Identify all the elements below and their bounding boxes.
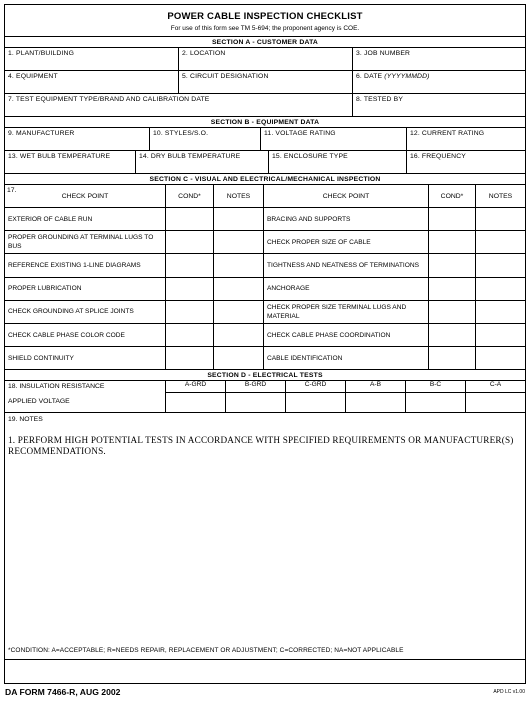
equipment-label: 4. EQUIPMENT — [8, 73, 58, 80]
notes-cell[interactable] — [476, 208, 525, 230]
dry-bulb-field[interactable] — [136, 151, 269, 173]
checkpoint-left: EXTERIOR OF CABLE RUN — [5, 208, 166, 230]
section-b-heading: SECTION B - EQUIPMENT DATA — [5, 117, 525, 128]
voltage-rating-label: 11. VOLTAGE RATING — [264, 130, 336, 137]
enclosure-type-label: 15. ENCLOSURE TYPE — [272, 153, 348, 160]
checkpoint-left: CHECK CABLE PHASE COLOR CODE — [5, 324, 166, 346]
c-a-input[interactable] — [465, 392, 525, 412]
frequency-field[interactable] — [407, 151, 525, 173]
frequency-label: 16. FREQUENCY — [410, 153, 466, 160]
form-identifier: DA FORM 7466-R, AUG 2002 — [5, 687, 121, 697]
form-subtitle: For use of this form see TM 5-694; the proponent agency is COE. — [170, 25, 360, 32]
cond-cell[interactable] — [429, 208, 476, 230]
checkpoint-left: REFERENCE EXISTING 1-LINE DIAGRAMS — [5, 254, 166, 276]
section-a-heading: SECTION A - CUSTOMER DATA — [5, 37, 525, 48]
notes-cell[interactable] — [214, 231, 264, 253]
a-b-input[interactable] — [345, 392, 405, 412]
checkpoint-left: PROPER GROUNDING AT TERMINAL LUGS TO BUS — [5, 231, 166, 253]
b-c-input[interactable] — [405, 392, 465, 412]
wet-bulb-label: 13. WET BULB TEMPERATURE — [8, 153, 111, 160]
test-equipment-label: 7. TEST EQUIPMENT TYPE/BRAND AND CALIBRATION DATE — [8, 96, 210, 103]
cond-col-label-right: COND* — [429, 185, 476, 207]
a-grd-input[interactable] — [165, 392, 225, 412]
notes-label: 19. NOTES — [8, 416, 43, 424]
current-rating-label: 12. CURRENT RATING — [410, 130, 485, 137]
notes-cell[interactable] — [476, 347, 525, 369]
electrical-header-row — [5, 381, 525, 392]
col-a-b: A-B — [345, 381, 405, 392]
form-version: APD LC v1.00 — [493, 689, 525, 695]
notes-cell[interactable] — [214, 324, 264, 346]
b-grd-input[interactable] — [225, 392, 285, 412]
checkpoint-right: CHECK PROPER SIZE TERMINAL LUGS AND MATERIAL — [264, 301, 429, 323]
cond-col-label-left: COND* — [166, 185, 214, 207]
voltage-rating-field[interactable] — [261, 128, 407, 150]
col-b-c: B-C — [405, 381, 465, 392]
cond-cell[interactable] — [166, 324, 214, 346]
checkpoint-row — [5, 347, 525, 370]
circuit-designation-field[interactable] — [179, 71, 353, 93]
col-c-a: C-A — [465, 381, 525, 392]
form-header — [5, 5, 525, 37]
notes-cell[interactable] — [214, 254, 264, 276]
cond-cell[interactable] — [429, 324, 476, 346]
item-17-number: 17. — [7, 187, 17, 194]
job-number-label: 3. JOB NUMBER — [356, 50, 411, 57]
section-b-row-2 — [5, 151, 525, 174]
wet-bulb-field[interactable] — [5, 151, 136, 173]
checkpoint-row — [5, 208, 525, 231]
checkpoint-col-label-left: CHECK POINT — [61, 192, 109, 200]
date-format: (YYYYMMDD) — [384, 73, 430, 80]
checkpoint-right: ANCHORAGE — [264, 278, 429, 300]
checkpoint-right: CHECK PROPER SIZE OF CABLE — [264, 231, 429, 253]
checkpoint-left: CHECK GROUNDING AT SPLICE JOINTS — [5, 301, 166, 323]
checkpoint-header-row — [5, 185, 525, 208]
section-a-row-1 — [5, 48, 525, 71]
checkpoint-row — [5, 231, 525, 254]
notes-cell[interactable] — [214, 278, 264, 300]
notes-cell[interactable] — [476, 231, 525, 253]
checkpoint-left: PROPER LUBRICATION — [5, 278, 166, 300]
cond-cell[interactable] — [166, 254, 214, 276]
section-c-heading: SECTION C - VISUAL AND ELECTRICAL/MECHANICAL INSPECTION — [5, 174, 525, 185]
section-d-heading: SECTION D - ELECTRICAL TESTS — [5, 370, 525, 381]
notes-cell[interactable] — [214, 208, 264, 230]
manufacturer-field[interactable] — [5, 128, 150, 150]
notes-col-label-left: NOTES — [214, 185, 264, 207]
manufacturer-label: 9. MANUFACTURER — [8, 130, 75, 137]
date-label-prefix: 6. DATE — [356, 73, 385, 80]
checkpoint-row — [5, 324, 525, 347]
checkpoint-header-left — [5, 185, 166, 207]
cond-cell[interactable] — [166, 278, 214, 300]
notes-text: 1. PERFORM HIGH POTENTIAL TESTS IN ACCORDANCE WITH SPECIFIED REQUIREMENTS OR MANUFACTURER(S) RECOMMENDATIONS. — [8, 435, 514, 457]
location-label: 2. LOCATION — [182, 50, 226, 57]
styles-label: 10. STYLES/S.O. — [153, 130, 209, 137]
cond-cell[interactable] — [429, 347, 476, 369]
checkpoint-row — [5, 301, 525, 324]
notes-area[interactable] — [5, 413, 525, 660]
cond-cell[interactable] — [429, 254, 476, 276]
cond-cell[interactable] — [166, 301, 214, 323]
circuit-designation-label: 5. CIRCUIT DESIGNATION — [182, 73, 269, 80]
notes-cell[interactable] — [476, 278, 525, 300]
test-equipment-field[interactable] — [5, 94, 353, 116]
notes-cell[interactable] — [214, 301, 264, 323]
cond-cell[interactable] — [429, 301, 476, 323]
plant-building-field[interactable] — [5, 48, 179, 70]
plant-building-label: 1. PLANT/BUILDING — [8, 50, 75, 57]
date-label — [356, 73, 522, 80]
checkpoint-right: CABLE IDENTIFICATION — [264, 347, 429, 369]
c-grd-input[interactable] — [285, 392, 345, 412]
date-field[interactable] — [353, 71, 525, 93]
section-a-row-3 — [5, 94, 525, 117]
cond-cell[interactable] — [166, 231, 214, 253]
tested-by-label: 8. TESTED BY — [356, 96, 404, 103]
checkpoint-right: TIGHTNESS AND NEATNESS OF TERMINATIONS — [264, 254, 429, 276]
insulation-resistance-label: 18. INSULATION RESISTANCE — [8, 383, 105, 391]
current-rating-field[interactable] — [407, 128, 525, 150]
cond-cell[interactable] — [429, 231, 476, 253]
applied-voltage-label: APPLIED VOLTAGE — [8, 398, 70, 406]
condition-legend: *CONDITION: A=ACCEPTABLE; R=NEEDS REPAIR, REPLACEMENT OR ADJUSTMENT; C=CORRECTED; NA=NOT APPLICABLE — [8, 647, 404, 655]
enclosure-type-field[interactable] — [269, 151, 407, 173]
dry-bulb-label: 14. DRY BULB TEMPERATURE — [139, 153, 241, 160]
checkpoint-right: BRACING AND SUPPORTS — [264, 208, 429, 230]
cond-cell[interactable] — [166, 347, 214, 369]
job-number-field[interactable] — [353, 48, 525, 70]
tested-by-field[interactable] — [353, 94, 525, 116]
checkpoint-left: SHIELD CONTINUITY — [5, 347, 166, 369]
cond-cell[interactable] — [166, 208, 214, 230]
equipment-field[interactable] — [5, 71, 179, 93]
location-field[interactable] — [179, 48, 353, 70]
notes-cell[interactable] — [476, 324, 525, 346]
styles-field[interactable] — [150, 128, 261, 150]
notes-col-label-right: NOTES — [488, 192, 513, 200]
cond-cell[interactable] — [429, 278, 476, 300]
checkpoint-right: CHECK CABLE PHASE COORDINATION — [264, 324, 429, 346]
col-b-grd: B-GRD — [225, 381, 285, 392]
checkpoint-row — [5, 254, 525, 277]
applied-voltage-row — [5, 392, 525, 413]
notes-cell[interactable] — [214, 347, 264, 369]
checkpoint-row — [5, 278, 525, 301]
section-b-row-1 — [5, 128, 525, 151]
checkpoint-col-label-right: CHECK POINT — [264, 185, 429, 207]
col-a-grd: A-GRD — [165, 381, 225, 392]
notes-cell[interactable] — [476, 301, 525, 323]
notes-cell[interactable] — [476, 254, 525, 276]
section-a-row-2 — [5, 71, 525, 94]
col-c-grd: C-GRD — [285, 381, 345, 392]
inspection-form — [4, 4, 526, 684]
form-title: POWER CABLE INSPECTION CHECKLIST — [167, 11, 363, 22]
